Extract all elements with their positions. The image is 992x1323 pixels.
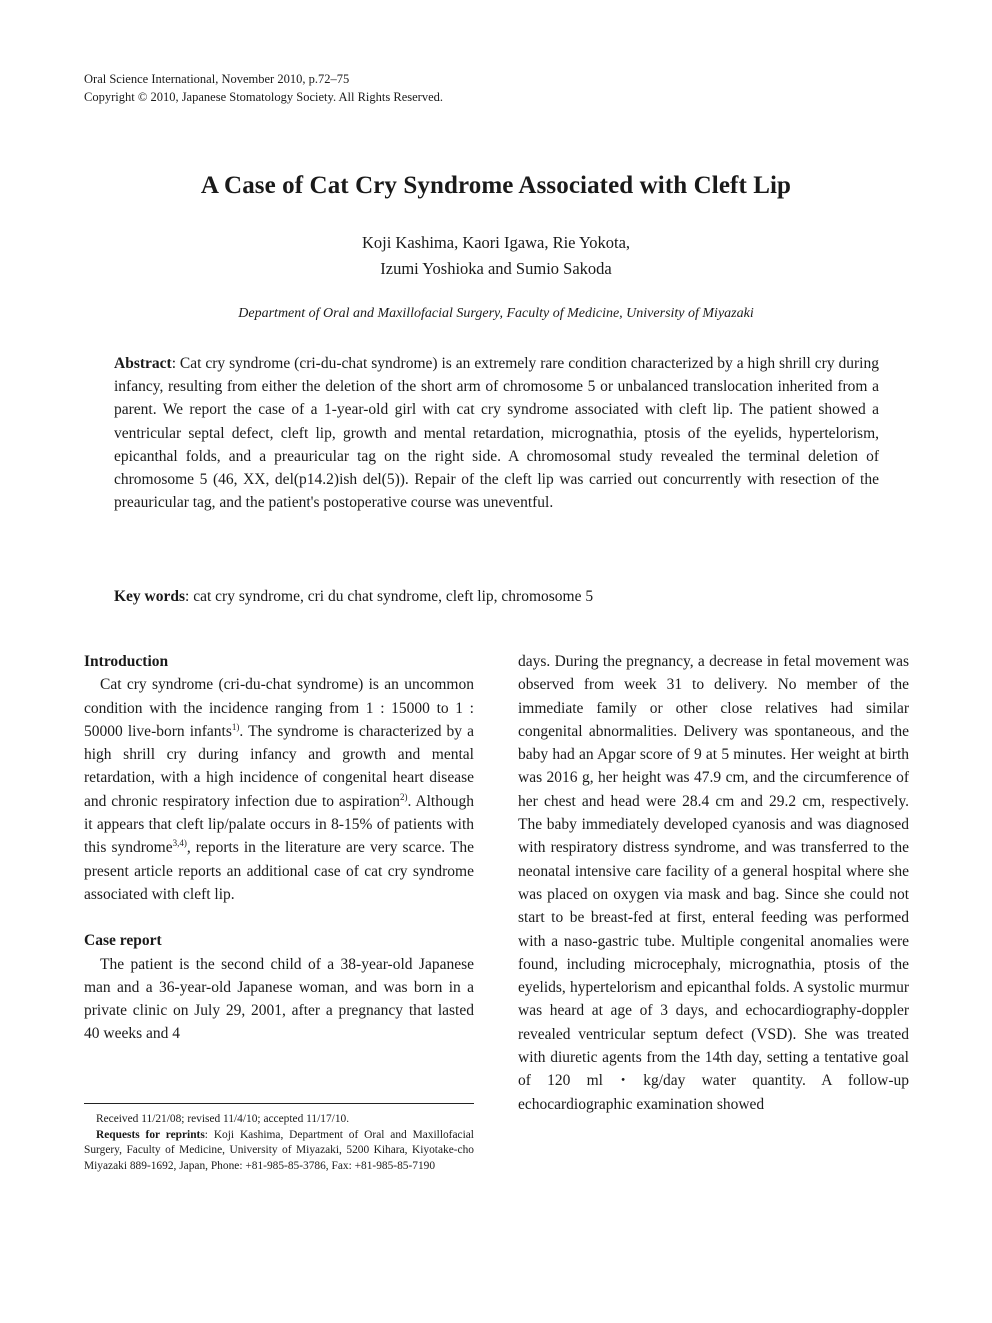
author-list <box>0 230 992 282</box>
abstract-label: Abstract <box>114 355 172 372</box>
case-report-heading: Case report <box>84 932 162 950</box>
author-line-1: Koji Kashima, Kaori Igawa, Rie Yokota, <box>361 233 631 252</box>
right-column <box>518 650 909 1116</box>
intro-text-a: Cat cry syndrome (cri-du-chat syndrome) is an uncommon condition with the incidence ranging from 1 : 15000 to 1 : 50000 live-born infants <box>84 676 474 740</box>
keywords-text: : cat cry syndrome, cri du chat syndrome, cleft lip, chromosome 5 <box>185 588 594 605</box>
reprints-label: Requests for reprints <box>96 1128 205 1141</box>
case-report-text-right: days. During the pregnancy, a decrease in fetal movement was observed from week 31 to delivery. No member of the immediate family or other close relatives had similar congenital abnormalities. Delivery was spontaneous, and the baby had an Apgar score of 9 at 5 minutes. Her weight at birth was 2016 g, her height was 47.9 cm, and the circumference of her chest and head were 28.4 cm and 29.2 cm, respectively. The baby immediately developed cyanosis and was diagnosed with respiratory distress syndrome, and was transferred to the neonatal intensive care facility of a general hospital where she was placed on oxygen via mask and bag. Since she could not start to be breast-fed at first, enteral feeding was performed with a naso-gastric tube. Multiple congenital anomalies were found, including microcephaly, micrognathia, ptosis of the eyelids, hypertelorism and epicanthal folds. A systolic murmur was heard at age of 3 days, and echocardiography-doppler revealed ventricular septum defect (VSD). She was treated with diuretic agents from the 14th day, setting a tentative goal of 120 ml・kg/day water quantity. A follow-up echocardiographic examination showed <box>518 653 909 1113</box>
intro-text-c: . Although it appears that cleft lip/palate occurs in 8-15% of patients with this syndrome <box>84 792 474 857</box>
journal-citation: Oral Science International, November 2010, p.72–75 <box>84 72 350 86</box>
left-column <box>84 650 474 1046</box>
introduction-heading: Introduction <box>84 653 169 670</box>
reprints-text: : Koji Kashima, Department of Oral and Maxillofacial Surgery, Faculty of Medicine, University of Miyazaki, 5200 Kihara, Kiyotake-cho Miyazaki 889-1692, Japan, Phone: +81-985-85-3786, Fax: +81-985-85-7190 <box>84 1128 474 1172</box>
copyright-notice: Copyright © 2010, Japanese Stomatology Society. All Rights Reserved. <box>84 90 444 104</box>
case-report-paragraph-part1 <box>84 953 474 1046</box>
reprint-request <box>84 1128 474 1175</box>
author-line-2: Izumi Yoshioka and Sumio Sakoda <box>380 259 612 278</box>
citation-ref-1: 1) <box>231 721 240 732</box>
introduction-paragraph <box>84 673 474 906</box>
intro-text-d: , reports in the literature are very scarce. The present article reports an additional case of cat cry syndrome associated with cleft lip. <box>84 839 475 903</box>
citation-ref-3: 3,4) <box>172 838 187 849</box>
affiliation: Department of Oral and Maxillofacial Surgery, Faculty of Medicine, University of Miyazaki <box>238 306 754 321</box>
article-title: A Case of Cat Cry Syndrome Associated with Cleft Lip <box>200 172 792 199</box>
footnote <box>84 1112 474 1174</box>
abstract-text: : Cat cry syndrome (cri-du-chat syndrome) is an extremely rare condition characterized by a high shrill cry during infancy, resulting from either the deletion of the short arm of chromosome 5 or unbalanced translocation inherited from a parent. We report the case of a 1-year-old girl with cat cry syndrome associated with cleft lip. The patient showed a ventricular septal defect, cleft lip, growth and mental retardation, micrognathia, ptosis of the eyelids, hypertelorism, epicanthal folds, and a preauricular tag on the right side. A chromosomal study revealed the terminal deletion of chromosome 5 (46, XX, del(p14.2)ish del(5)). Repair of the cleft lip was carried out concurrently with resection of the preauricular tag, and the patient's postoperative course was uneventful. <box>114 355 879 512</box>
journal-header <box>84 70 443 106</box>
intro-text-b: . The syndrome is characterized by a high shrill cry during infancy and growth and mental retardation, with a high incidence of congenital heart disease and chronic respiratory infection due to aspiration <box>84 722 474 810</box>
keywords-label: Key words <box>114 588 186 605</box>
received-dates: Received 11/21/08; revised 11/4/10; accepted 11/17/10. <box>96 1113 350 1125</box>
keywords <box>114 585 879 608</box>
case-report-paragraph-part2 <box>518 650 909 1116</box>
citation-ref-2: 2) <box>400 791 408 802</box>
footnote-divider <box>84 1103 474 1104</box>
case-report-text-left: The patient is the second child of a 38-year-old Japanese man and a 36-year-old Japanese woman, and was born in a private clinic on July 29, 2001, after a pregnancy that lasted 40 weeks and 4 <box>84 955 474 1043</box>
abstract <box>114 352 879 514</box>
